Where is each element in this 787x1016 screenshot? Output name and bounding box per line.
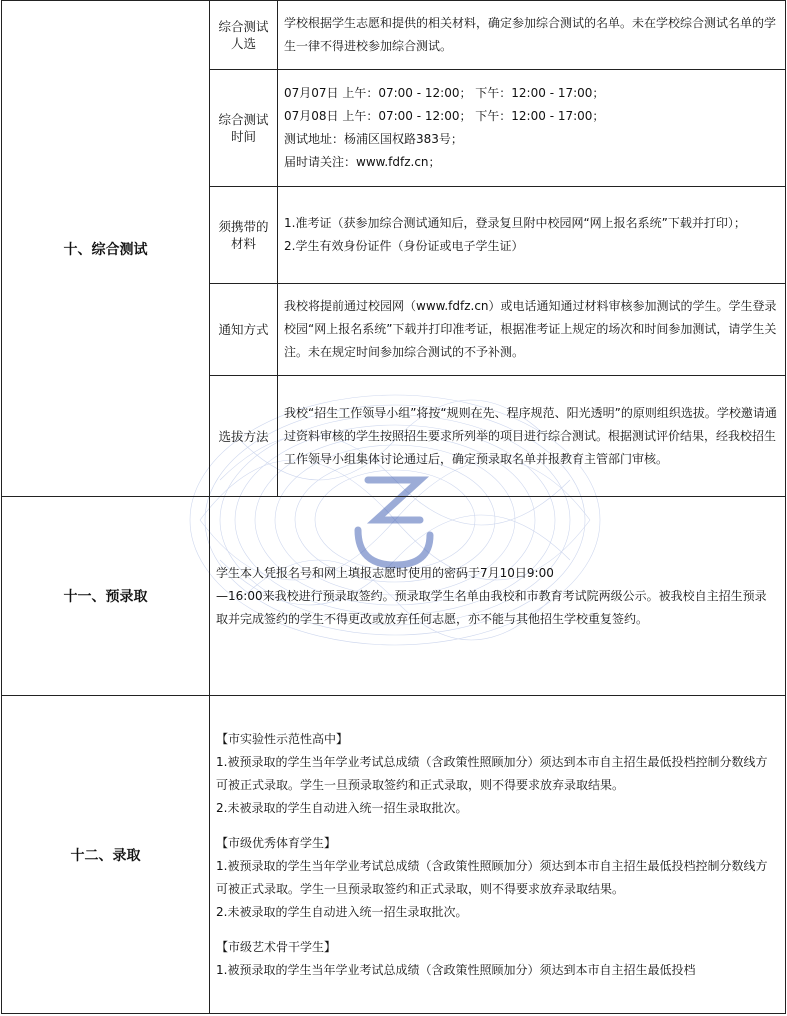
row-label: 通知方式 [210,284,278,376]
s10-row-candidates [2,1,786,70]
content-line: —16:00来我校进行预录取签约。预录取学生名单由我校和市教育考试院两级公示。被我校自主招生预录取并完成签约的学生不得更改或放弃任何志愿，亦不能与其他招生学校重复签约。 [216,588,767,626]
group-item: 1.被预录取的学生当年学业考试总成绩（含政策性照顾加分）须达到本市自主招生最低投档控制分数线方可被正式录取。学生一旦预录取签约和正式录取，则不得要求放弃录取结果。 [216,858,768,896]
group-heading: 【市级优秀体育学生】 [216,835,337,850]
s11-content [210,497,786,696]
group-item: 1.被预录取的学生当年学业考试总成绩（含政策性照顾加分）须达到本市自主招生最低投档 [216,962,696,977]
row-content [278,284,786,376]
group-item: 2.未被录取的学生自动进入统一招生录取批次。 [216,904,468,919]
row-label: 综合测试人选 [210,1,278,70]
row-content [278,1,786,70]
row-label: 选拔方法 [210,376,278,497]
section-title-s11: 十一、预录取 [2,497,210,696]
section-title-s12: 十二、录取 [2,696,210,1014]
content-line: 07月07日 上午：07:00 - 12:00； 下午：12:00 - 17:00； [284,86,605,100]
row-content [278,187,786,284]
group-item: 1.被预录取的学生当年学业考试总成绩（含政策性照顾加分）须达到本市自主招生最低投档控制分数线方可被正式录取。学生一旦预录取签约和正式录取，则不得要求放弃录取结果。 [216,754,768,792]
group-heading: 【市级艺术骨干学生】 [216,939,337,954]
row-content [278,376,786,497]
content-line: 届时请关注：www.fdfz.cn； [284,155,441,169]
content-line: 学校根据学生志愿和提供的相关材料，确定参加综合测试的名单。未在学校综合测试名单的学生一律不得进校参加综合测试。 [284,16,777,53]
content-line: 1.准考证（获参加综合测试通知后，登录复旦附中校园网“网上报名系统”下载并打印）； [284,216,746,230]
row-content [278,70,786,187]
content-line: 07月08日 上午：07:00 - 12:00； 下午：12:00 - 17:00； [284,109,605,123]
s12-content [210,696,786,1014]
s12-row [2,696,786,1014]
content-line: 我校“招生工作领导小组”将按“规则在先、程序规范、阳光透明”的原则组织选拔。学校邀请通过资料审核的学生按照招生要求所列举的项目进行综合测试。根据测试评价结果，经我校招生工作领导小组集体讨论通过后，确定预录取名单并报教育主管部门审核。 [284,405,777,466]
group-heading: 【市实验性示范性高中】 [216,731,349,746]
content-line: 我校将提前通过校园网（www.fdfz.cn）或电话通知通过材料审核参加测试的学生。学生登录校园“网上报名系统”下载并打印准考证，根据准考证上规定的场次和时间参加测试，请学生关注。未在规定时间参加综合测试的不予补测。 [284,299,777,359]
s11-row [2,497,786,696]
content-line: 学生本人凭报名号和网上填报志愿时使用的密码于7月10日9:00 [216,565,554,580]
content-line: 2.学生有效身份证件（身份证或电子学生证） [284,239,524,253]
content-line: 测试地址：杨浦区国权路383号； [284,132,463,146]
row-label: 综合测试时间 [210,70,278,187]
row-label: 须携带的材料 [210,187,278,284]
admission-table [1,0,786,1014]
group-item: 2.未被录取的学生自动进入统一招生录取批次。 [216,800,468,815]
section-title-s10: 十、综合测试 [2,1,210,497]
